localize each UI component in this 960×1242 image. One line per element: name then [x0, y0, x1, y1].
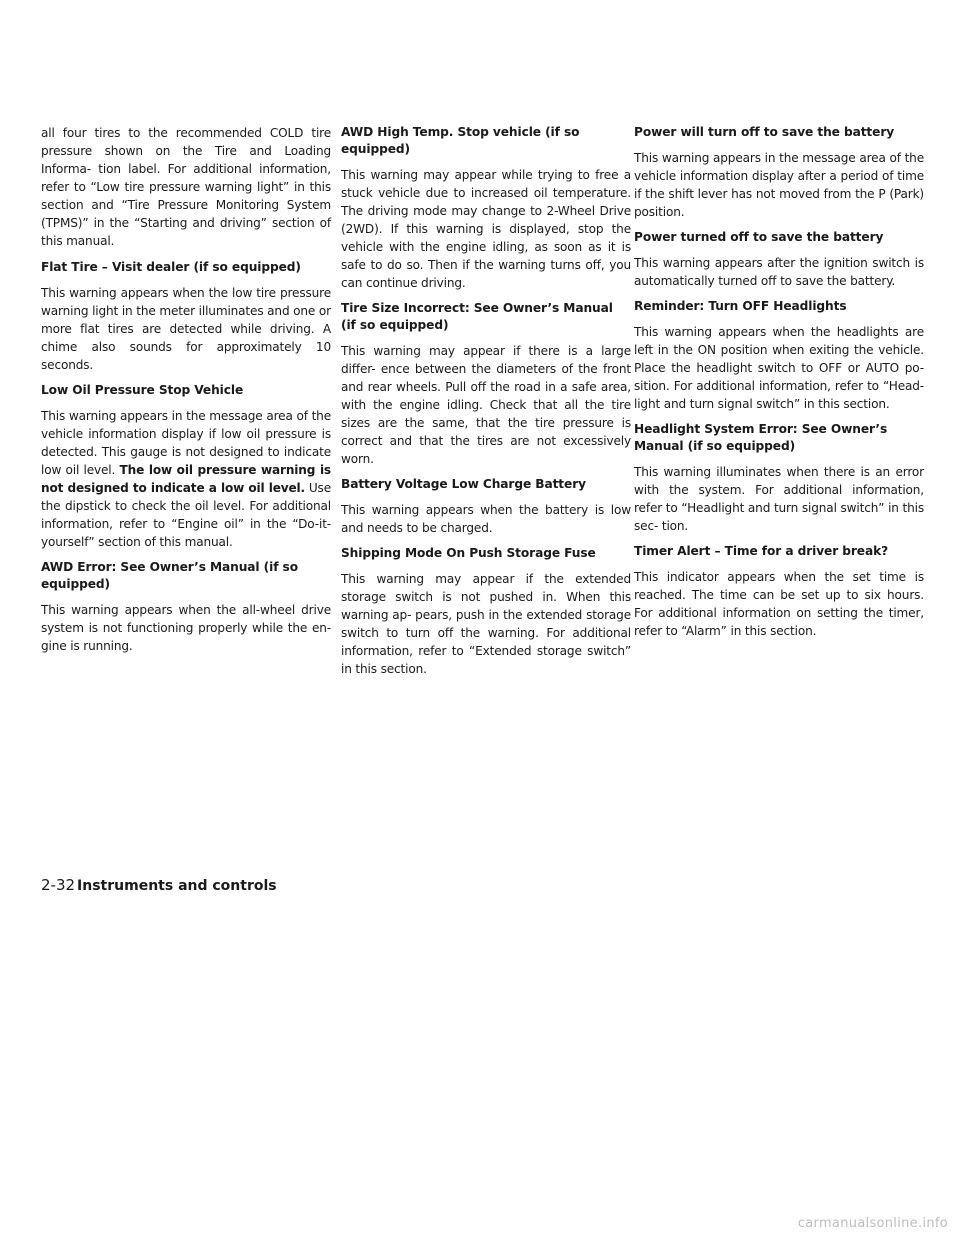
reminder-paragraph: This warning appears when the headlights are left in the ON position when exiting the vehicle. Place the headlight switch to OFF or AUTO po- sition. For additional information, refer to “Head- light and turn signal switch” in this section. [634, 325, 924, 411]
text-column-1 [41, 124, 331, 663]
section-title: Instruments and controls [77, 878, 277, 894]
low-oil-text-b: Use the dipstick to check the oil level. For additional information, refer to “Engine oil” in the “Do-it- yourself” section of this manual. [41, 481, 331, 549]
low-oil-paragraph [41, 407, 331, 551]
awd-temp-paragraph: This warning may appear while trying to free a stuck vehicle due to increased oil temperature. The driving mode may change to 2-Wheel Drive (2WD). If this warning is displayed, stop the vehicle with the engine idling, as soon as it is safe to do so. Then if the warning turns off, you can continue driving. [341, 168, 631, 290]
text-column-3 [634, 124, 924, 648]
low-oil-heading: Low Oil Pressure Stop Vehicle [41, 383, 244, 397]
power-will-heading: Power will turn off to save the battery [634, 125, 895, 139]
text-column-2 [341, 124, 631, 686]
shipping-heading: Shipping Mode On Push Storage Fuse [341, 546, 596, 560]
power-turned-heading: Power turned off to save the battery [634, 230, 884, 244]
low-oil-text-a: This warning appears in the message area of the vehicle information display if low oil pressure is detected. This gauge is not designed to indicate low oil level. [41, 409, 331, 477]
tire-size-paragraph: This warning may appear if there is a large differ- ence between the diameters of the front and rear wheels. Pull off the road in a safe area, with the engine idling. Check that all the tire sizes are the same, that the tire pressure is correct and that the tires are not excessively worn. [341, 344, 631, 466]
shipping-paragraph: This warning may appear if the extended storage switch is not pushed in. When this warning ap- pears, push in the extended storage switch to turn off the warning. For additional information, refer to “Extended storage switch” in this section. [341, 572, 631, 676]
watermark: carmanualsonline.info [797, 1216, 948, 1231]
power-will-paragraph: This warning appears in the message area of the vehicle information display after a period of time if the shift lever has not moved from the P (Park) position. [634, 151, 924, 219]
low-oil-warning-bold: The low oil pressure warning is not designed to indicate a low oil level. [41, 463, 331, 495]
flat-tire-paragraph: This warning appears when the low tire pressure warning light in the meter illuminates and one or more flat tires are detected while driving. A chime also sounds for approximately 10 seconds. [41, 286, 331, 372]
intro-paragraph: all four tires to the recommended COLD tire pressure shown on the Tire and Loading Informa- tion label. For additional information, refer to “Low tire pressure warning light” in this section and “Tire Pressure Monitoring System (TPMS)” in the “Starting and driving” section of this manual. [41, 126, 331, 248]
timer-alert-paragraph: This indicator appears when the set time is reached. The time can be set up to six hours. For additional information on setting the timer, refer to “Alarm” in this section. [634, 570, 924, 638]
flat-tire-heading: Flat Tire – Visit dealer (if so equipped) [41, 260, 301, 274]
power-turned-paragraph: This warning appears after the ignition switch is automatically turned off to save the battery. [634, 256, 924, 288]
headlight-error-paragraph: This warning illuminates when there is an error with the system. For additional information, refer to “Headlight and turn signal switch” in this sec- tion. [634, 465, 924, 533]
headlight-error-heading: Headlight System Error: See Owner’s Manual (if so equipped) [634, 422, 888, 453]
timer-alert-heading: Timer Alert – Time for a driver break? [634, 544, 889, 558]
battery-paragraph: This warning appears when the battery is low and needs to be charged. [341, 503, 631, 535]
page-footer [41, 875, 277, 896]
awd-error-paragraph: This warning appears when the all-wheel drive system is not functioning properly while the en- gine is running. [41, 603, 331, 653]
reminder-heading: Reminder: Turn OFF Headlights [634, 299, 847, 313]
battery-heading: Battery Voltage Low Charge Battery [341, 477, 586, 491]
page-number: 2-32 [41, 876, 76, 894]
awd-error-heading: AWD Error: See Owner’s Manual (if so equipped) [41, 560, 298, 591]
tire-size-heading: Tire Size Incorrect: See Owner’s Manual (if so equipped) [341, 301, 613, 332]
awd-temp-heading: AWD High Temp. Stop vehicle (if so equipped) [341, 125, 580, 156]
